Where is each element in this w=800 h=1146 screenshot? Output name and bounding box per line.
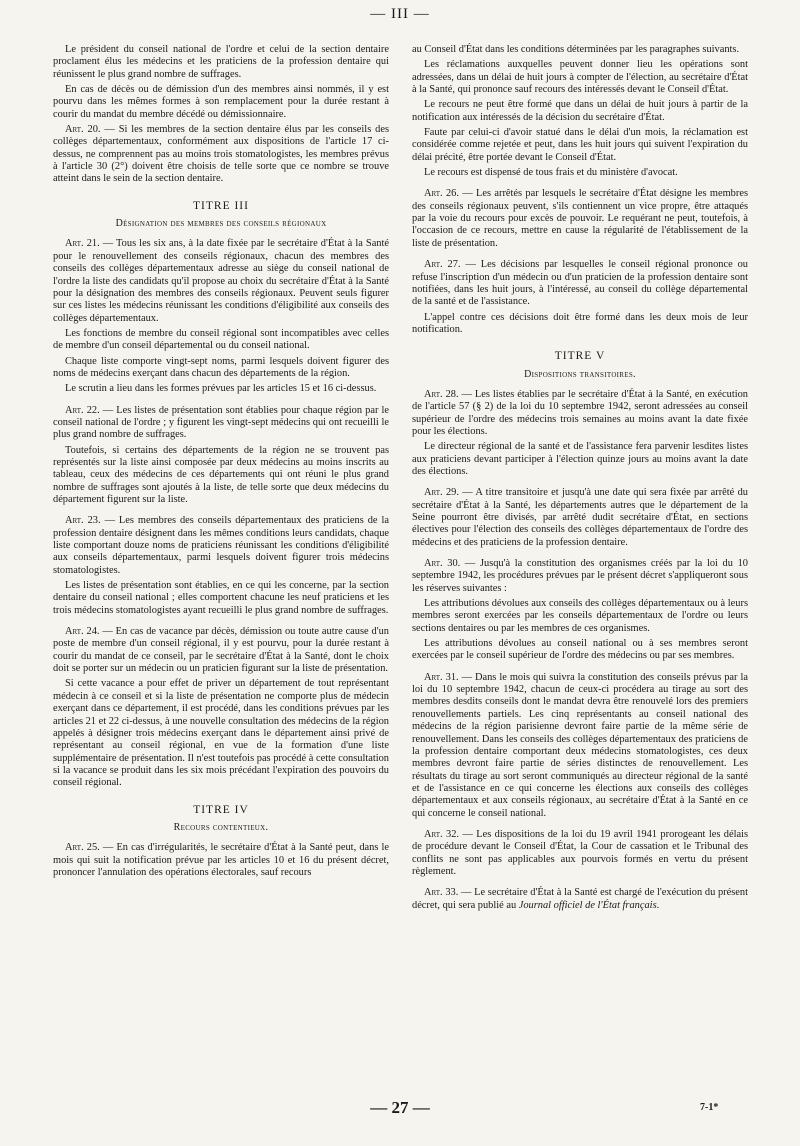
right-column xyxy=(412,44,748,915)
article-label: Art. 22. xyxy=(65,404,100,416)
article-text: — Les listes établies par le secrétaire d'État à la Santé, en exécution de l'article 57 (§ 2) de la loi du 10 septembre 1942, seront adressées au conseil supérieur de l'ordre des médecins trois semaines au moins avant la date fixée pour les élections. xyxy=(412,388,748,437)
article-text: — Tous les six ans, à la date fixée par le secrétaire d'État à la Santé pour le renouvellement des conseils régionaux, chacun des membres des conseils des collèges départementaux adresse au siège du conseil national de l'ordre la liste des candidats qu'il propose au choix du secrétaire d'État à la Santé pour la désignation des membres des conseils régionaux. Peuvent seuls figurer sur ces listes les médecins réunissant les conditions d'éligibilité aux conseils des collèges départementaux. xyxy=(53,238,389,324)
paragraph: Les attributions dévolues au conseil national ou à ses membres seront exercées par le conseil supérieur de l'ordre des médecins ou par ses membres. xyxy=(412,638,748,662)
article-32 xyxy=(412,829,748,878)
section-subtitle: Désignation des membres des conseils régionaux xyxy=(115,218,327,230)
article-26 xyxy=(412,188,748,250)
paragraph: Les fonctions de membre du conseil régional sont incompatibles avec celles de membre d'un conseil départemental ou du conseil national. xyxy=(53,327,389,352)
article-20 xyxy=(53,124,389,186)
article-text: — Les décisions par lesquelles le conseil régional prononce ou refuse l'inscription d'un médecin ou d'un praticien de la profession dentaire sont notifiées, dans les huit jours, à l'intéressé, au conseil du collège départemental de la santé et de l'assistance. xyxy=(412,259,748,308)
article-label: Art. 26. xyxy=(424,188,459,200)
paragraph: Les réclamations auxquelles peuvent donner lieu les opérations sont adressées, dans un délai de huit jours à compter de l'élection, au secrétaire d'État à la Santé, qui prononce sauf recours des intéressés devant le Conseil d'État. xyxy=(412,59,748,96)
journal-title: Journal officiel de l'État français xyxy=(518,899,657,911)
article-28 xyxy=(412,389,748,438)
paragraph: Chaque liste comporte vingt-sept noms, parmi lesquels doivent figurer des noms de médecins exerçant dans chacun des départements de la région. xyxy=(53,355,389,379)
paragraph: au Conseil d'État dans les conditions déterminées par les paragraphes suivants. xyxy=(412,44,740,55)
article-text: — Dans le mois qui suivra la constitution des conseils prévus par la loi du 10 septembre 1942, chacun de ceux-ci procédera au tirage au sort des membres desdits conseils dont le mandat devra être renouvelé lors des premiers renouvellements partiels. Les cinq représentants au conseil national des médecins de la région parisienne devront faire partie de la même série de renouvellement. Dans les conseils des collèges départementaux des praticiens de la profession dentaire comportant deux médecins stomatologistes, ces deux membres devront faire partie de séries distinctes de renouvellement. Les résultats du tirage au sort seront communiqués au directeur régional de la santé et de l'assistance en ce qui concerne les élections aux conseils des collèges départementaux et aux conseils régionaux, au secrétaire d'État à la Santé en ce qui concerne le conseil national. xyxy=(412,671,748,819)
paragraph: Les attributions dévolues aux conseils des collèges départementaux ou à leurs membres seront exercées par les conseils départementaux de l'ordre ou leurs sections dentaires ou par les membres de ces organismes. xyxy=(412,598,748,634)
article-31 xyxy=(412,672,748,820)
article-text: — Si les membres de la section dentaire élus par les conseils des collèges départementaux, conformément aux dispositions de l'article 17 ci-dessus, ne comprennent pas au moins trois stomatologistes, les membres prévus à l'article 30 (2°) doivent être choisis de telle sorte que ce nombre se trouve atteint dans le sein de la section dentaire. xyxy=(53,124,389,185)
article-text: — Le secrétaire d'État à la Santé est chargé de l'exécution du présent décret, qui sera publié au xyxy=(412,887,748,911)
page-footer-number: — 27 — xyxy=(370,1098,430,1117)
section-subtitle: Recours contentieux. xyxy=(173,821,269,833)
paragraph: Le scrutin a lieu dans les formes prévues par les articles 15 et 16 ci-dessus. xyxy=(65,383,377,395)
article-label: Art. 25. xyxy=(65,842,100,854)
article-text: — En cas de vacance par décès, démission ou toute autre cause d'un poste de membre d'un conseil régional, il y est pourvu, pour la durée restant à courir du mandat de ce conseil, par le secrétaire d'État à la Santé, dont le choix doit se porter sur un médecin ou un praticien figurant sur la liste de présentation. xyxy=(53,626,389,675)
article-text: — Les dispositions de la loi du 19 avril 1941 prorogeant les délais de procédure devant le Conseil d'État, la Cour de cassation et le Tribunal des conflits ne sont pas applicables aux pourvois formés en vertu du présent règlement. xyxy=(412,828,749,877)
paragraph: Le recours est dispensé de tous frais et du ministère d'avocat. xyxy=(424,167,678,179)
article-label: Art. 20. xyxy=(65,124,101,136)
paragraph: Le directeur régional de la santé et de l'assistance fera parvenir lesdites listes aux praticiens devant participer à l'élection quinze jours au moins avant la date des élections. xyxy=(412,441,748,477)
article-25 xyxy=(53,842,389,879)
paragraph: En cas de décès ou de démission d'un des membres ainsi nommés, il y est pourvu dans les mêmes formes à son remplacement pour la durée restant à courir du mandat du membre décédé ou démissionnaire. xyxy=(53,84,389,120)
article-label: Art. 28. xyxy=(424,388,459,400)
paragraph: Le recours ne peut être formé que dans un délai de huit jours à partir de la notification aux intéressés de la décision du secrétaire d'État. xyxy=(412,99,748,123)
paragraph: Si cette vacance a pour effet de priver un département de tout représentant médecin à ce conseil et si la liste de présentation ne comporte plus de médecin exerçant dans ce département, il est procédé, dans les conditions prévues par les articles 21 et 22 ci-dessus, à une nouvelle consultation des médecins de la région appelés à désigner trois médecins exerçant dans le département ainsi privé de représentant au conseil régional, en vue de la formation d'une liste supplémentaire de présentation. Il n'est toutefois pas procédé à cette consultation si la vacance se produit dans les six mois précédant l'expiration des pouvoirs du conseil régional. xyxy=(53,678,389,789)
article-29 xyxy=(412,487,748,549)
article-24 xyxy=(53,626,389,675)
article-23 xyxy=(53,515,389,577)
article-label: Art. 32. xyxy=(424,828,460,840)
article-30 xyxy=(412,558,748,595)
article-label: Art. 27. xyxy=(424,259,461,271)
article-label: Art. 24. xyxy=(65,626,100,638)
article-label: Art. 33. xyxy=(424,887,459,899)
article-end: . xyxy=(656,899,660,911)
article-label: Art. 29. xyxy=(424,487,459,499)
article-label: Art. 23. xyxy=(65,515,101,527)
article-text: — A titre transitoire et jusqu'à une date qui sera fixée par arrêté du secrétaire d'État à la Santé, les départements autres que le département de la Seine pourront être divisés, par arrêté dudit secrétaire d'État, en sections électives pour l'élection des conseils des collèges départementaux de l'ordre des médecins et des praticiens de la profession dentaire. xyxy=(412,487,748,548)
left-column xyxy=(53,44,389,882)
section-subtitle: Dispositions transitoires. xyxy=(524,368,636,380)
section-title: TITRE IV xyxy=(193,803,249,816)
page-header-number: — III — xyxy=(370,6,430,22)
article-33 xyxy=(412,887,748,912)
article-text: — Les listes de présentation sont établies pour chaque région par le conseil national de l'ordre ; y figurent les vingt-sept médecins qui ont recueilli le plus grand nombre de suffrages. xyxy=(53,404,389,441)
article-text: — Les membres des conseils départementaux des praticiens de la profession dentaire désignent dans les mêmes conditions leurs candidats, chaque liste comportant douze noms de praticiens réunissant les conditions d'éligibilité aux conseils départementaux, parmi lesquels doivent figurer trois médecins stomatologistes. xyxy=(53,515,389,576)
paragraph: Le président du conseil national de l'ordre et celui de la section dentaire proclament élus les médecins et les praticiens de la profession dentaire qui réunissent le plus grand nombre de suffrages. xyxy=(53,44,389,80)
article-text: — Jusqu'à la constitution des organismes créés par la loi du 10 septembre 1942, les procédures prévues par le présent décret s'appliqueront sous les réserves suivantes : xyxy=(412,558,748,594)
paragraph: L'appel contre ces décisions doit être formé dans les deux mois de leur notification. xyxy=(412,311,748,335)
signature-mark: 7-1* xyxy=(700,1102,719,1113)
article-21 xyxy=(53,238,389,324)
article-text: — En cas d'irrégularités, le secrétaire d'État à la Santé peut, dans le mois qui suit la notification prévue par les articles 10 et 16 du présent décret, prononcer l'annulation des opérations électorales, sauf recours xyxy=(53,842,390,878)
article-text: — Les arrêtés par lesquels le secrétaire d'État désigne les membres des conseils régionaux peuvent, s'ils contiennent un vice propre, être attaqués par la voie du recours pour excès de pouvoir. Le requérant ne peut, toutefois, à l'occasion de ce recours, mettre en cause la régularité de l'établissement de la liste de présentation. xyxy=(412,188,748,249)
article-22 xyxy=(53,405,389,442)
paragraph: Faute par celui-ci d'avoir statué dans le délai d'un mois, la réclamation est considérée comme rejetée et peut, dans les huit jours qui suivent l'expiration du délai précité, être portée devant le Conseil d'État. xyxy=(412,127,748,163)
article-label: Art. 21. xyxy=(65,238,100,250)
article-label: Art. 31. xyxy=(424,671,459,683)
section-title: TITRE V xyxy=(554,350,606,363)
article-label: Art. 30. xyxy=(424,558,461,570)
article-27 xyxy=(412,259,748,308)
paragraph: Toutefois, si certains des départements de la région ne se trouvent pas représentés sur la liste ainsi composée par deux médecins au moins inscrits au tableau, ceux des médecins de ces départements qui ont réuni le plus grand nombre de suffrages sont ajoutés à la liste, de telle sorte que deux médecins du département figurent sur la liste. xyxy=(53,444,389,505)
section-title: TITRE III xyxy=(193,199,249,212)
paragraph: Les listes de présentation sont établies, en ce qui les concerne, par la section dentaire du conseil national ; elles comportent chacune les neuf praticiens et les trois médecins stomatologistes ayant recueilli le plus grand nombre de suffrages. xyxy=(53,580,389,616)
